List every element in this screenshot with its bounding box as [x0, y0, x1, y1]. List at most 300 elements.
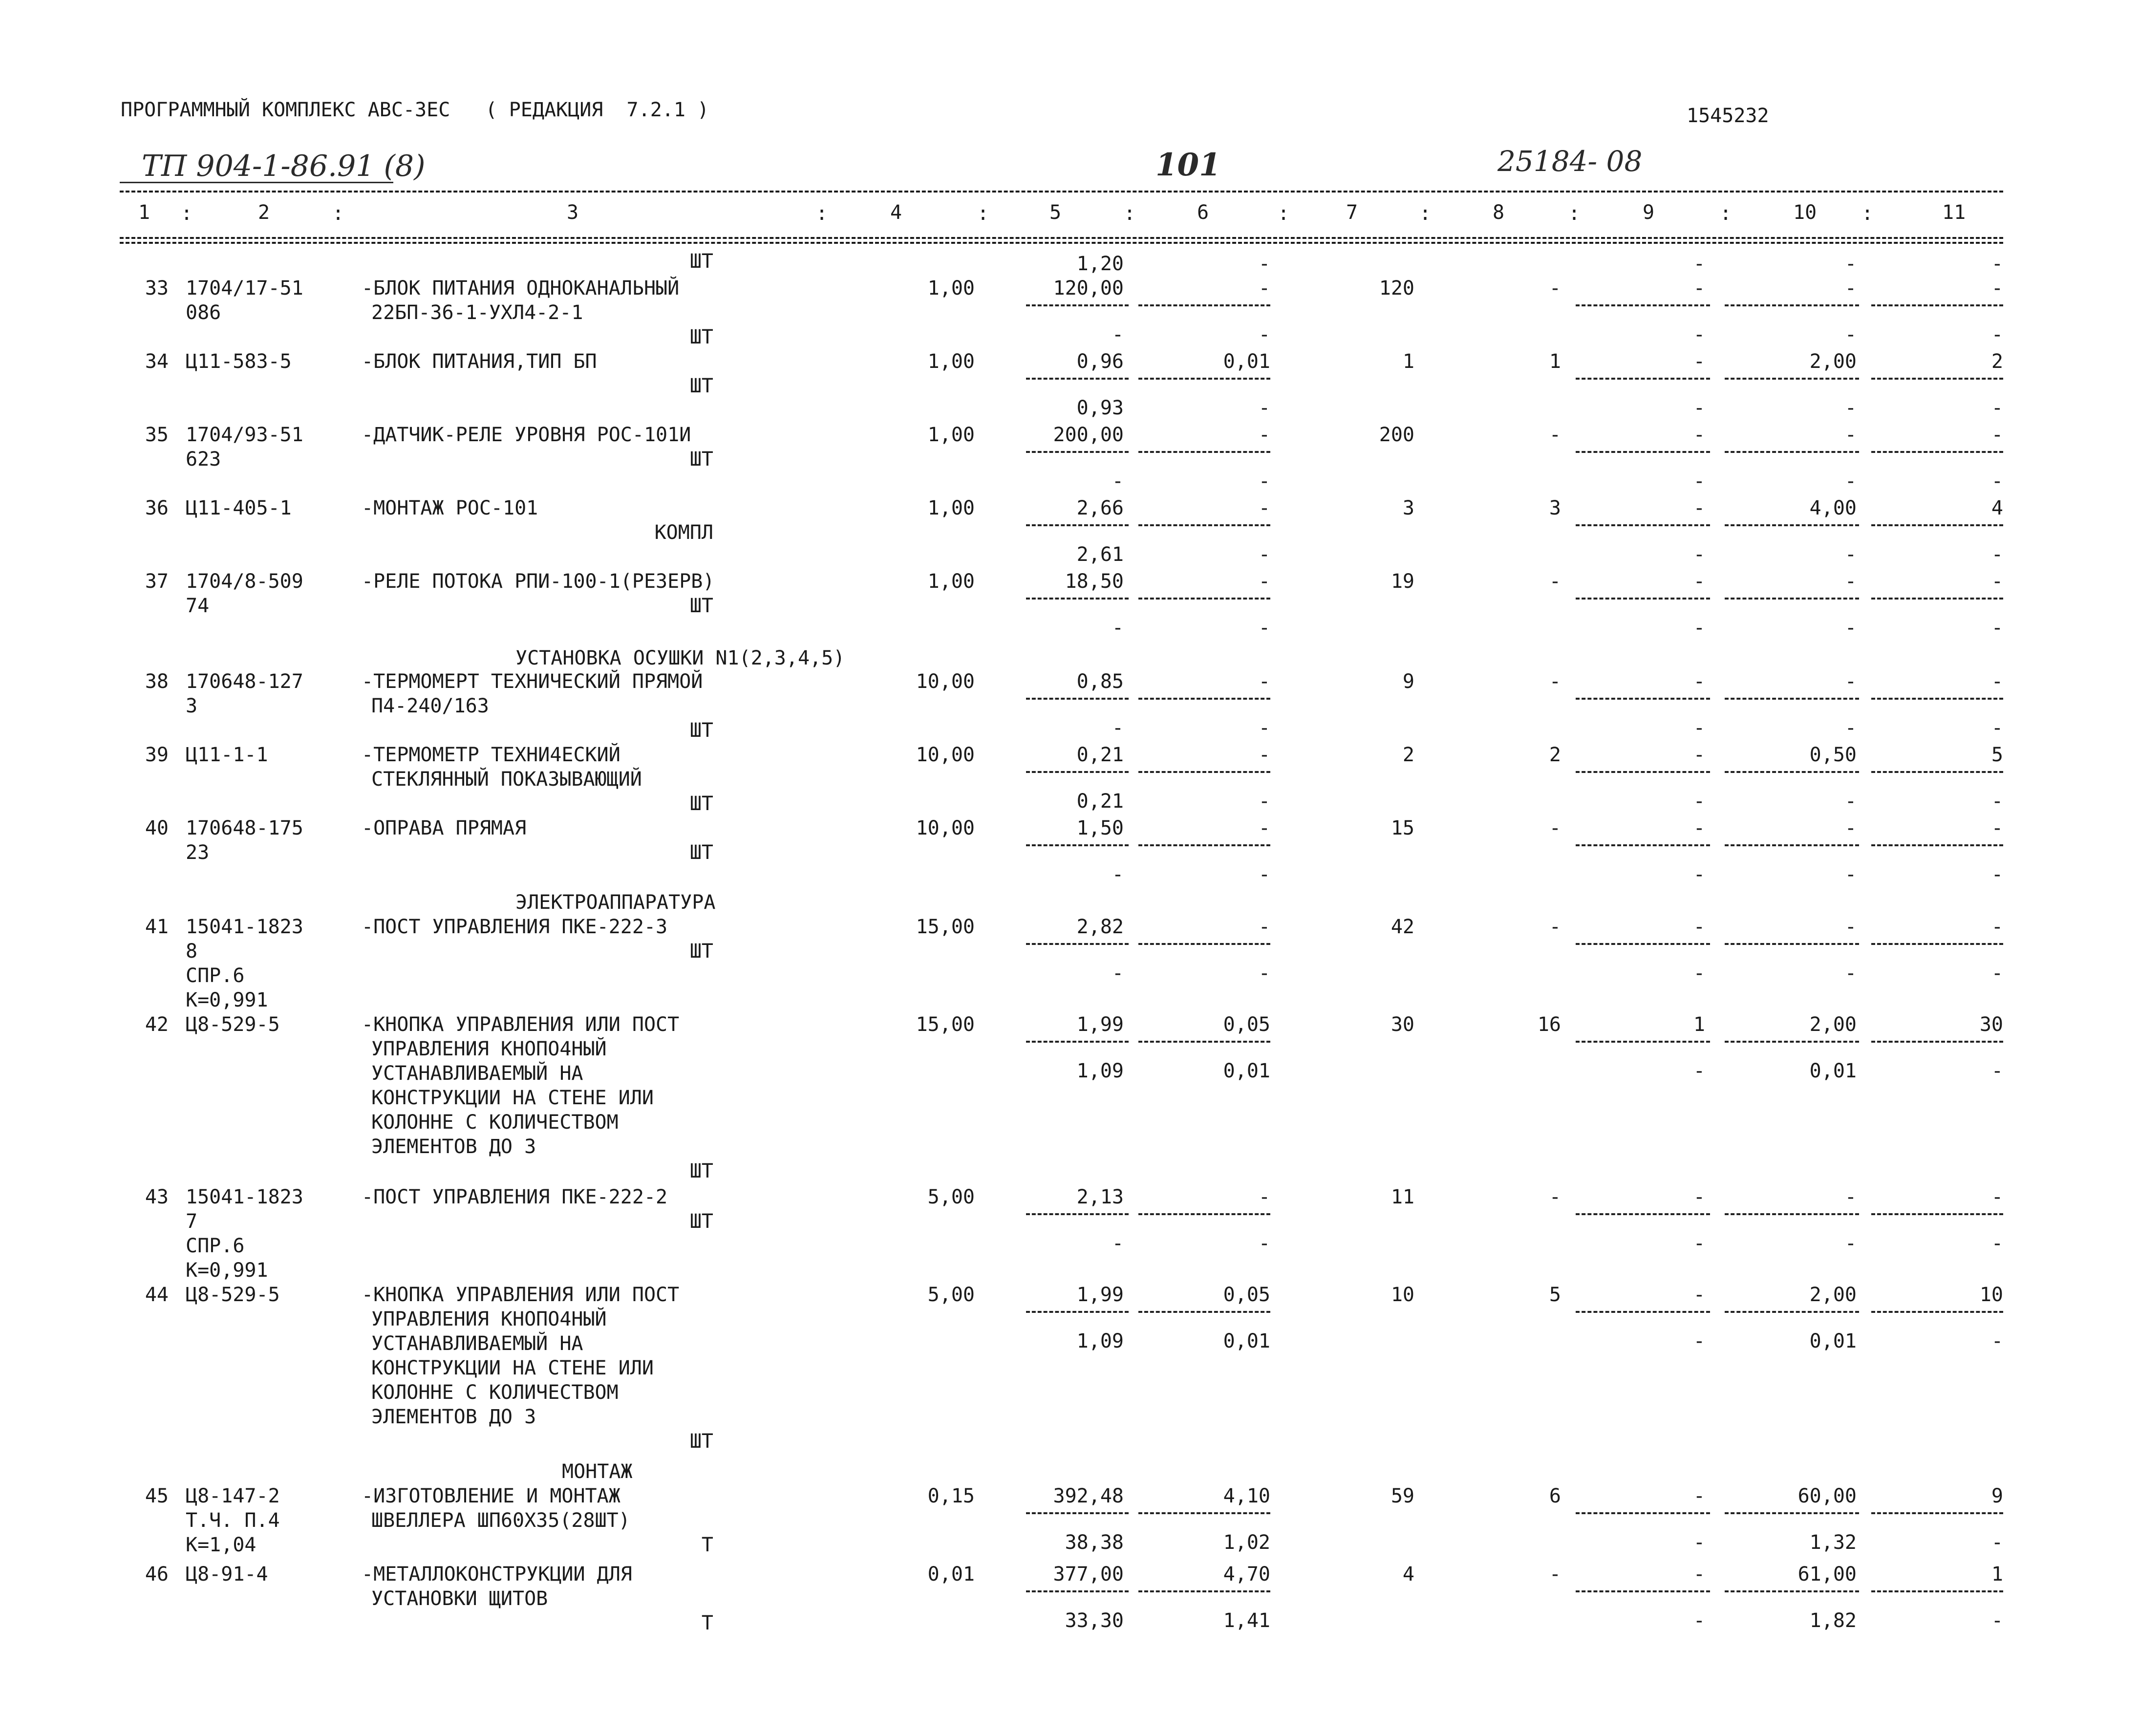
- row-code: К=0,991: [186, 1259, 268, 1282]
- document-number: 1545232: [1687, 105, 1769, 127]
- row-code: 8: [186, 940, 198, 963]
- row-col11: 1: [1991, 1563, 2003, 1586]
- page-number: 101: [1155, 147, 1221, 183]
- row-col7: 4: [1402, 1563, 1414, 1586]
- row-col11-sub: -: [1991, 470, 2003, 493]
- row-unit-price: 2,82: [1076, 916, 1124, 938]
- underline-dash: [1576, 1041, 1710, 1043]
- row-unit-price: 1,99: [1076, 1284, 1124, 1306]
- column-header-6: 6: [1197, 201, 1209, 224]
- underline-dash: [1725, 698, 1859, 700]
- row-col10-sub: -: [1844, 323, 1857, 346]
- row-col10-sub: -: [1844, 470, 1857, 493]
- row-description: -ПОСТ УПРАВЛЕНИЯ ПКЕ-222-2: [362, 1186, 668, 1208]
- row-col6: 0,05: [1223, 1284, 1270, 1306]
- underline-dash: [1725, 1213, 1859, 1215]
- underline-dash: [1725, 524, 1859, 526]
- row-code: Ц8-91-4: [186, 1563, 268, 1586]
- row-col6: -: [1258, 424, 1270, 446]
- row-description: -ТЕРМОМЕРТ ТЕХНИЧЕСКИЙ ПРЯМОЙ: [362, 670, 703, 693]
- underline-dash: [1576, 451, 1710, 453]
- row-col11: 4: [1991, 497, 2003, 519]
- row-col9-sub: -: [1693, 1330, 1705, 1352]
- row-unit-price: 1,50: [1076, 817, 1124, 839]
- underline-dash: [1138, 451, 1270, 453]
- row-col6-sub: -: [1258, 543, 1270, 566]
- row-col8: 6: [1549, 1485, 1561, 1507]
- underline-dash: [1871, 598, 2003, 600]
- underline-dash: [1576, 844, 1710, 846]
- underline-dash: [1725, 1590, 1859, 1592]
- row-col9-sub: -: [1693, 962, 1705, 985]
- row-description: -ДАТЧИК-РЕЛЕ УРОВНЯ РОС-101И: [362, 424, 691, 446]
- row-col11: 5: [1991, 744, 2003, 766]
- underline-dash: [1871, 698, 2003, 700]
- row-col11: -: [1991, 916, 2003, 938]
- section-heading-electro: ЭЛЕКТРОАППАРАТУРА: [515, 891, 716, 914]
- row-col10: 2,00: [1809, 1284, 1857, 1306]
- row-col11: -: [1991, 817, 2003, 839]
- underline-dash: [1026, 304, 1129, 306]
- row-col9: 1: [1693, 1013, 1705, 1036]
- row-code: К=0,991: [186, 989, 268, 1011]
- row-col9-sub: -: [1693, 617, 1705, 639]
- underline-dash: [1725, 1512, 1859, 1514]
- row-number: 42: [145, 1013, 169, 1036]
- underline-dash: [1138, 844, 1270, 846]
- underline-dash: [1871, 524, 2003, 526]
- row-description: УСТАНОВКИ ЩИТОВ: [371, 1587, 548, 1610]
- row-unit-price-sub: -: [1112, 717, 1124, 739]
- row-col9: -: [1693, 1284, 1705, 1306]
- row-col10-sub: 1,32: [1809, 1531, 1857, 1554]
- row-description: -ТЕРМОМЕТР ТЕХНИ4ЕСКИЙ: [362, 744, 620, 766]
- header-rule-bottom: [120, 237, 2003, 239]
- row-unit: ШТ: [689, 448, 713, 471]
- underline-dash: [1138, 771, 1270, 773]
- row-col11: 10: [1979, 1284, 2003, 1306]
- row-col11-sub: -: [1991, 790, 2003, 813]
- row-col7: 200: [1379, 424, 1414, 446]
- row-code: 74: [186, 595, 210, 617]
- row-col6-sub: 1,41: [1223, 1609, 1270, 1632]
- underline-dash: [1725, 451, 1859, 453]
- row-quantity: 5,00: [927, 1186, 975, 1208]
- underline-dash: [1871, 1590, 2003, 1592]
- row-col6: -: [1258, 497, 1270, 519]
- row-number: 38: [145, 670, 169, 693]
- row-col6-sub: -: [1258, 863, 1270, 886]
- row-unit-price: 120,00: [1053, 277, 1124, 300]
- row-quantity: 5,00: [927, 1284, 975, 1306]
- row-unit-price: 1,99: [1076, 1013, 1124, 1036]
- column-separator: :: [1568, 202, 1581, 225]
- row-code: СПР.6: [186, 964, 245, 987]
- header-rule-bottom-2: [120, 242, 2003, 244]
- row-unit-price: 0,85: [1076, 670, 1124, 693]
- row-number: 44: [145, 1284, 169, 1306]
- row-quantity: 1,00: [927, 424, 975, 446]
- underline-dash: [1138, 698, 1270, 700]
- column-separator: :: [1861, 202, 1874, 225]
- row-code: 623: [186, 448, 221, 471]
- underline-dash: [1871, 943, 2003, 945]
- row-unit: ШТ: [689, 250, 713, 273]
- row-code: 170648-175: [186, 817, 303, 839]
- underline-dash: [1026, 698, 1129, 700]
- underline-dash: [1138, 1041, 1270, 1043]
- underline-dash: [1576, 598, 1710, 600]
- column-separator: :: [816, 202, 828, 225]
- row-unit-price: 0,96: [1076, 350, 1124, 373]
- underline-dash: [1026, 771, 1129, 773]
- row-unit-price: 2,13: [1076, 1186, 1124, 1208]
- row-number: 41: [145, 916, 169, 938]
- row-code: Ц8-147-2: [186, 1485, 280, 1507]
- underline-dash: [1576, 1311, 1710, 1313]
- row-quantity: 15,00: [916, 916, 975, 938]
- row-unit: Т: [701, 1534, 713, 1556]
- row-col11: 30: [1979, 1013, 2003, 1036]
- row-col6: 0,05: [1223, 1013, 1270, 1036]
- row-col10-sub: 0,01: [1809, 1060, 1857, 1082]
- row-col11: 2: [1991, 350, 2003, 373]
- row-col6-sub: 0,01: [1223, 1060, 1270, 1082]
- row-col11-sub: -: [1991, 1232, 2003, 1255]
- row-description: -КНОПКА УПРАВЛЕНИЯ ИЛИ ПОСТ: [362, 1284, 680, 1306]
- row-unit-price-sub: 0,93: [1076, 397, 1124, 419]
- row-code: Ц11-405-1: [186, 497, 292, 519]
- row-col10: -: [1844, 1186, 1857, 1208]
- column-separator: :: [1278, 202, 1290, 225]
- row-col8: -: [1549, 670, 1561, 693]
- row-unit-price-sub: 2,61: [1076, 543, 1124, 566]
- row-quantity: 10,00: [916, 670, 975, 693]
- row-col6-sub: -: [1258, 790, 1270, 813]
- project-underline: [120, 182, 393, 183]
- row-description: УСТАНАВЛИВАЕМЫЙ НА: [371, 1332, 583, 1355]
- row-quantity: 0,01: [927, 1563, 975, 1586]
- row-col10-sub: 0,01: [1809, 1330, 1857, 1352]
- row-col9: -: [1693, 817, 1705, 839]
- row-description: УСТАНАВЛИВАЕМЫЙ НА: [371, 1062, 583, 1085]
- row-col11: -: [1991, 1186, 2003, 1208]
- row-code: 15041-1823: [186, 916, 303, 938]
- underline-dash: [1138, 524, 1270, 526]
- row-number: 36: [145, 497, 169, 519]
- row-quantity: 15,00: [916, 1013, 975, 1036]
- row-col10: -: [1844, 424, 1857, 446]
- row-code: К=1,04: [186, 1534, 257, 1556]
- row-unit-price-sub: -: [1112, 470, 1124, 493]
- underline-dash: [1576, 771, 1710, 773]
- row-col6: -: [1258, 1186, 1270, 1208]
- underline-dash: [1138, 378, 1270, 380]
- row-col9: -: [1693, 497, 1705, 519]
- row-description: КОНСТРУКЦИИ НА СТЕНЕ ИЛИ: [371, 1087, 654, 1109]
- underline-dash: [1138, 1512, 1270, 1514]
- row-code: 7: [186, 1210, 198, 1233]
- row-quantity: 1,00: [927, 497, 975, 519]
- row-quantity: 1,00: [927, 350, 975, 373]
- row-col11-sub: -: [1991, 543, 2003, 566]
- row-col11: -: [1991, 424, 2003, 446]
- row-description: ШВЕЛЛЕРА ШП60Х35(28ШТ): [371, 1509, 630, 1532]
- row-unit-price-sub: -: [1112, 617, 1124, 639]
- row-unit-price-sub: 0,21: [1076, 790, 1124, 813]
- row-unit-price: 392,48: [1053, 1485, 1124, 1507]
- row-col8: 2: [1549, 744, 1561, 766]
- row-col11-sub: -: [1991, 1531, 2003, 1554]
- row-col9-sub: -: [1693, 323, 1705, 346]
- row-col7: 59: [1390, 1485, 1414, 1507]
- row-col10: 2,00: [1809, 1013, 1857, 1036]
- row-col10-sub: -: [1844, 617, 1857, 639]
- underline-dash: [1725, 378, 1859, 380]
- row-unit: ШТ: [689, 940, 713, 963]
- row-description: П4-240/163: [371, 695, 489, 717]
- row-col6-sub: -: [1258, 397, 1270, 419]
- row-c10-prev: -: [1844, 253, 1857, 275]
- underline-dash: [1576, 698, 1710, 700]
- row-col9-sub: -: [1693, 397, 1705, 419]
- row-col7: 1: [1402, 350, 1414, 373]
- row-number: 39: [145, 744, 169, 766]
- row-col11-sub: -: [1991, 397, 2003, 419]
- row-col6-sub: -: [1258, 717, 1270, 739]
- row-unit-price-prev: 1,20: [1076, 253, 1124, 275]
- underline-dash: [1026, 844, 1129, 846]
- underline-dash: [1725, 304, 1859, 306]
- row-unit-price-sub: 38,38: [1065, 1531, 1124, 1554]
- column-header-10: 10: [1793, 201, 1817, 224]
- row-col6-sub: -: [1258, 617, 1270, 639]
- underline-dash: [1871, 378, 2003, 380]
- row-col9-sub: -: [1693, 863, 1705, 886]
- row-col6-sub: -: [1258, 470, 1270, 493]
- column-header-3: 3: [567, 201, 579, 224]
- row-code: 1704/8-509: [186, 570, 303, 593]
- row-col11-sub: -: [1991, 863, 2003, 886]
- row-col10-sub: -: [1844, 790, 1857, 813]
- row-description: -КНОПКА УПРАВЛЕНИЯ ИЛИ ПОСТ: [362, 1013, 680, 1036]
- row-col9: -: [1693, 424, 1705, 446]
- row-col6: -: [1258, 670, 1270, 693]
- row-code: 1704/93-51: [186, 424, 303, 446]
- underline-dash: [1026, 1590, 1129, 1592]
- row-col10: -: [1844, 570, 1857, 593]
- row-unit: ШТ: [689, 1210, 713, 1233]
- row-col11-sub: -: [1991, 1330, 2003, 1352]
- row-col11-sub: -: [1991, 617, 2003, 639]
- underline-dash: [1026, 598, 1129, 600]
- row-col8: 5: [1549, 1284, 1561, 1306]
- column-header-2: 2: [258, 201, 270, 224]
- underline-dash: [1026, 1213, 1129, 1215]
- row-col10: 4,00: [1809, 497, 1857, 519]
- row-col9: -: [1693, 277, 1705, 300]
- underline-dash: [1138, 1590, 1270, 1592]
- program-title: ПРОГРАММНЫЙ КОМПЛЕКС АВС-3ЕС ( РЕДАКЦИЯ 7.2.1 ): [121, 99, 709, 121]
- underline-dash: [1871, 1213, 2003, 1215]
- row-c11-prev: -: [1991, 253, 2003, 275]
- row-unit-price-sub: 33,30: [1065, 1609, 1124, 1632]
- underline-dash: [1138, 304, 1270, 306]
- column-header-4: 4: [890, 201, 902, 224]
- underline-dash: [1026, 378, 1129, 380]
- row-col9-sub: -: [1693, 717, 1705, 739]
- row-col11: -: [1991, 277, 2003, 300]
- row-col10: 61,00: [1797, 1563, 1857, 1586]
- column-header-7: 7: [1346, 201, 1358, 224]
- row-description: -МЕТАЛЛОКОНСТРУКЦИИ ДЛЯ: [362, 1563, 632, 1586]
- column-separator: :: [1124, 202, 1136, 225]
- row-quantity: 10,00: [916, 744, 975, 766]
- row-unit-price: 18,50: [1065, 570, 1124, 593]
- row-col7: 42: [1390, 916, 1414, 938]
- underline-dash: [1871, 1041, 2003, 1043]
- row-unit: ШТ: [689, 595, 713, 617]
- row-code: Ц8-529-5: [186, 1013, 280, 1036]
- row-code: Ц8-529-5: [186, 1284, 280, 1306]
- row-col7: 30: [1390, 1013, 1414, 1036]
- underline-dash: [1576, 1512, 1710, 1514]
- row-number: 43: [145, 1186, 169, 1208]
- underline-dash: [1138, 598, 1270, 600]
- row-col9: -: [1693, 670, 1705, 693]
- row-col11-sub: -: [1991, 1609, 2003, 1632]
- row-col10-sub: -: [1844, 543, 1857, 566]
- underline-dash: [1576, 943, 1710, 945]
- row-col10: 2,00: [1809, 350, 1857, 373]
- row-description: -ИЗГОТОВЛЕНИЕ И МОНТАЖ: [362, 1485, 620, 1507]
- row-code: Ц11-583-5: [186, 350, 292, 373]
- row-col8: -: [1549, 570, 1561, 593]
- row-col10-sub: -: [1844, 397, 1857, 419]
- underline-dash: [1725, 1311, 1859, 1313]
- section-heading-drying: УСТАНОВКА ОСУШКИ N1(2,3,4,5): [515, 647, 845, 669]
- row-col11-sub: -: [1991, 1060, 2003, 1082]
- row-col10-sub: -: [1844, 962, 1857, 985]
- row-col11-sub: -: [1991, 962, 2003, 985]
- row-code: 15041-1823: [186, 1186, 303, 1208]
- row-col9: -: [1693, 1485, 1705, 1507]
- row-col11: -: [1991, 670, 2003, 693]
- underline-dash: [1725, 1041, 1859, 1043]
- column-separator: :: [977, 202, 989, 225]
- row-description: -БЛОК ПИТАНИЯ,ТИП БП: [362, 350, 597, 373]
- row-quantity: 1,00: [927, 570, 975, 593]
- row-col6-prev: -: [1258, 253, 1270, 275]
- row-col6-sub: 0,01: [1223, 1330, 1270, 1352]
- row-col10: -: [1844, 277, 1857, 300]
- row-col10-sub: -: [1844, 717, 1857, 739]
- row-quantity: 0,15: [927, 1485, 975, 1507]
- row-col10-sub: -: [1844, 1232, 1857, 1255]
- row-col7: 11: [1390, 1186, 1414, 1208]
- row-code: Т.Ч. П.4: [186, 1509, 280, 1532]
- underline-dash: [1725, 844, 1859, 846]
- header-rule-top: [120, 191, 2003, 193]
- row-col6-sub: -: [1258, 1232, 1270, 1255]
- row-unit: КОМПЛ: [654, 521, 713, 544]
- row-col10-sub: 1,82: [1809, 1609, 1857, 1632]
- row-unit: ШТ: [689, 841, 713, 864]
- section-heading-montage: МОНТАЖ: [562, 1460, 633, 1483]
- row-number: 40: [145, 817, 169, 839]
- row-col6: -: [1258, 570, 1270, 593]
- row-description: -БЛОК ПИТАНИЯ ОДНОКАНАЛЬНЫЙ: [362, 277, 680, 300]
- row-col9: -: [1693, 570, 1705, 593]
- underline-dash: [1138, 1213, 1270, 1215]
- row-col9: -: [1693, 1186, 1705, 1208]
- underline-dash: [1725, 598, 1859, 600]
- row-col9: -: [1693, 744, 1705, 766]
- column-header-5: 5: [1049, 201, 1062, 224]
- underline-dash: [1871, 844, 2003, 846]
- row-description: УПРАВЛЕНИЯ КНОПО4НЫЙ: [371, 1308, 607, 1330]
- row-col11-sub: -: [1991, 717, 2003, 739]
- column-header-1: 1: [138, 201, 150, 224]
- column-separator: :: [181, 202, 193, 225]
- row-description: -ПОСТ УПРАВЛЕНИЯ ПКЕ-222-3: [362, 916, 668, 938]
- row-col8: 1: [1549, 350, 1561, 373]
- row-description: ЭЛЕМЕНТОВ ДО 3: [371, 1406, 536, 1428]
- underline-dash: [1725, 943, 1859, 945]
- row-code: 170648-127: [186, 670, 303, 693]
- underline-dash: [1026, 1311, 1129, 1313]
- row-col10: -: [1844, 916, 1857, 938]
- row-unit: Т: [701, 1612, 713, 1634]
- row-col8: -: [1549, 916, 1561, 938]
- row-quantity: 10,00: [916, 817, 975, 839]
- column-header-11: 11: [1942, 201, 1966, 224]
- underline-dash: [1026, 943, 1129, 945]
- row-code: 3: [186, 695, 198, 717]
- row-col11: 9: [1991, 1485, 2003, 1507]
- column-header-8: 8: [1493, 201, 1505, 224]
- row-col7: 10: [1390, 1284, 1414, 1306]
- row-c9-prev: -: [1693, 253, 1705, 275]
- row-col8: -: [1549, 277, 1561, 300]
- row-number: 34: [145, 350, 169, 373]
- row-code: Ц11-1-1: [186, 744, 268, 766]
- row-unit-price-sub: -: [1112, 962, 1124, 985]
- row-description: ЭЛЕМЕНТОВ ДО 3: [371, 1136, 536, 1158]
- row-number: 45: [145, 1485, 169, 1507]
- row-number: 33: [145, 277, 169, 300]
- row-col7: 9: [1402, 670, 1414, 693]
- row-unit-price: 377,00: [1053, 1563, 1124, 1586]
- underline-dash: [1026, 451, 1129, 453]
- project-code: ТП 904-1-86.91 (8): [142, 149, 426, 183]
- row-number: 35: [145, 424, 169, 446]
- row-description: КОЛОННЕ С КОЛИЧЕСТВОМ: [371, 1381, 619, 1404]
- row-description: 22БП-36-1-УХЛ4-2-1: [371, 301, 583, 324]
- row-col9-sub: -: [1693, 1531, 1705, 1554]
- column-separator: :: [1419, 202, 1432, 225]
- row-unit-price-sub: -: [1112, 323, 1124, 346]
- row-code: СПР.6: [186, 1235, 245, 1257]
- row-col10: 0,50: [1809, 744, 1857, 766]
- underline-dash: [1871, 771, 2003, 773]
- row-col8: 3: [1549, 497, 1561, 519]
- row-unit: ШТ: [689, 1430, 713, 1453]
- row-number: 37: [145, 570, 169, 593]
- row-col9-sub: -: [1693, 790, 1705, 813]
- row-unit-price-sub: -: [1112, 1232, 1124, 1255]
- row-number: 46: [145, 1563, 169, 1586]
